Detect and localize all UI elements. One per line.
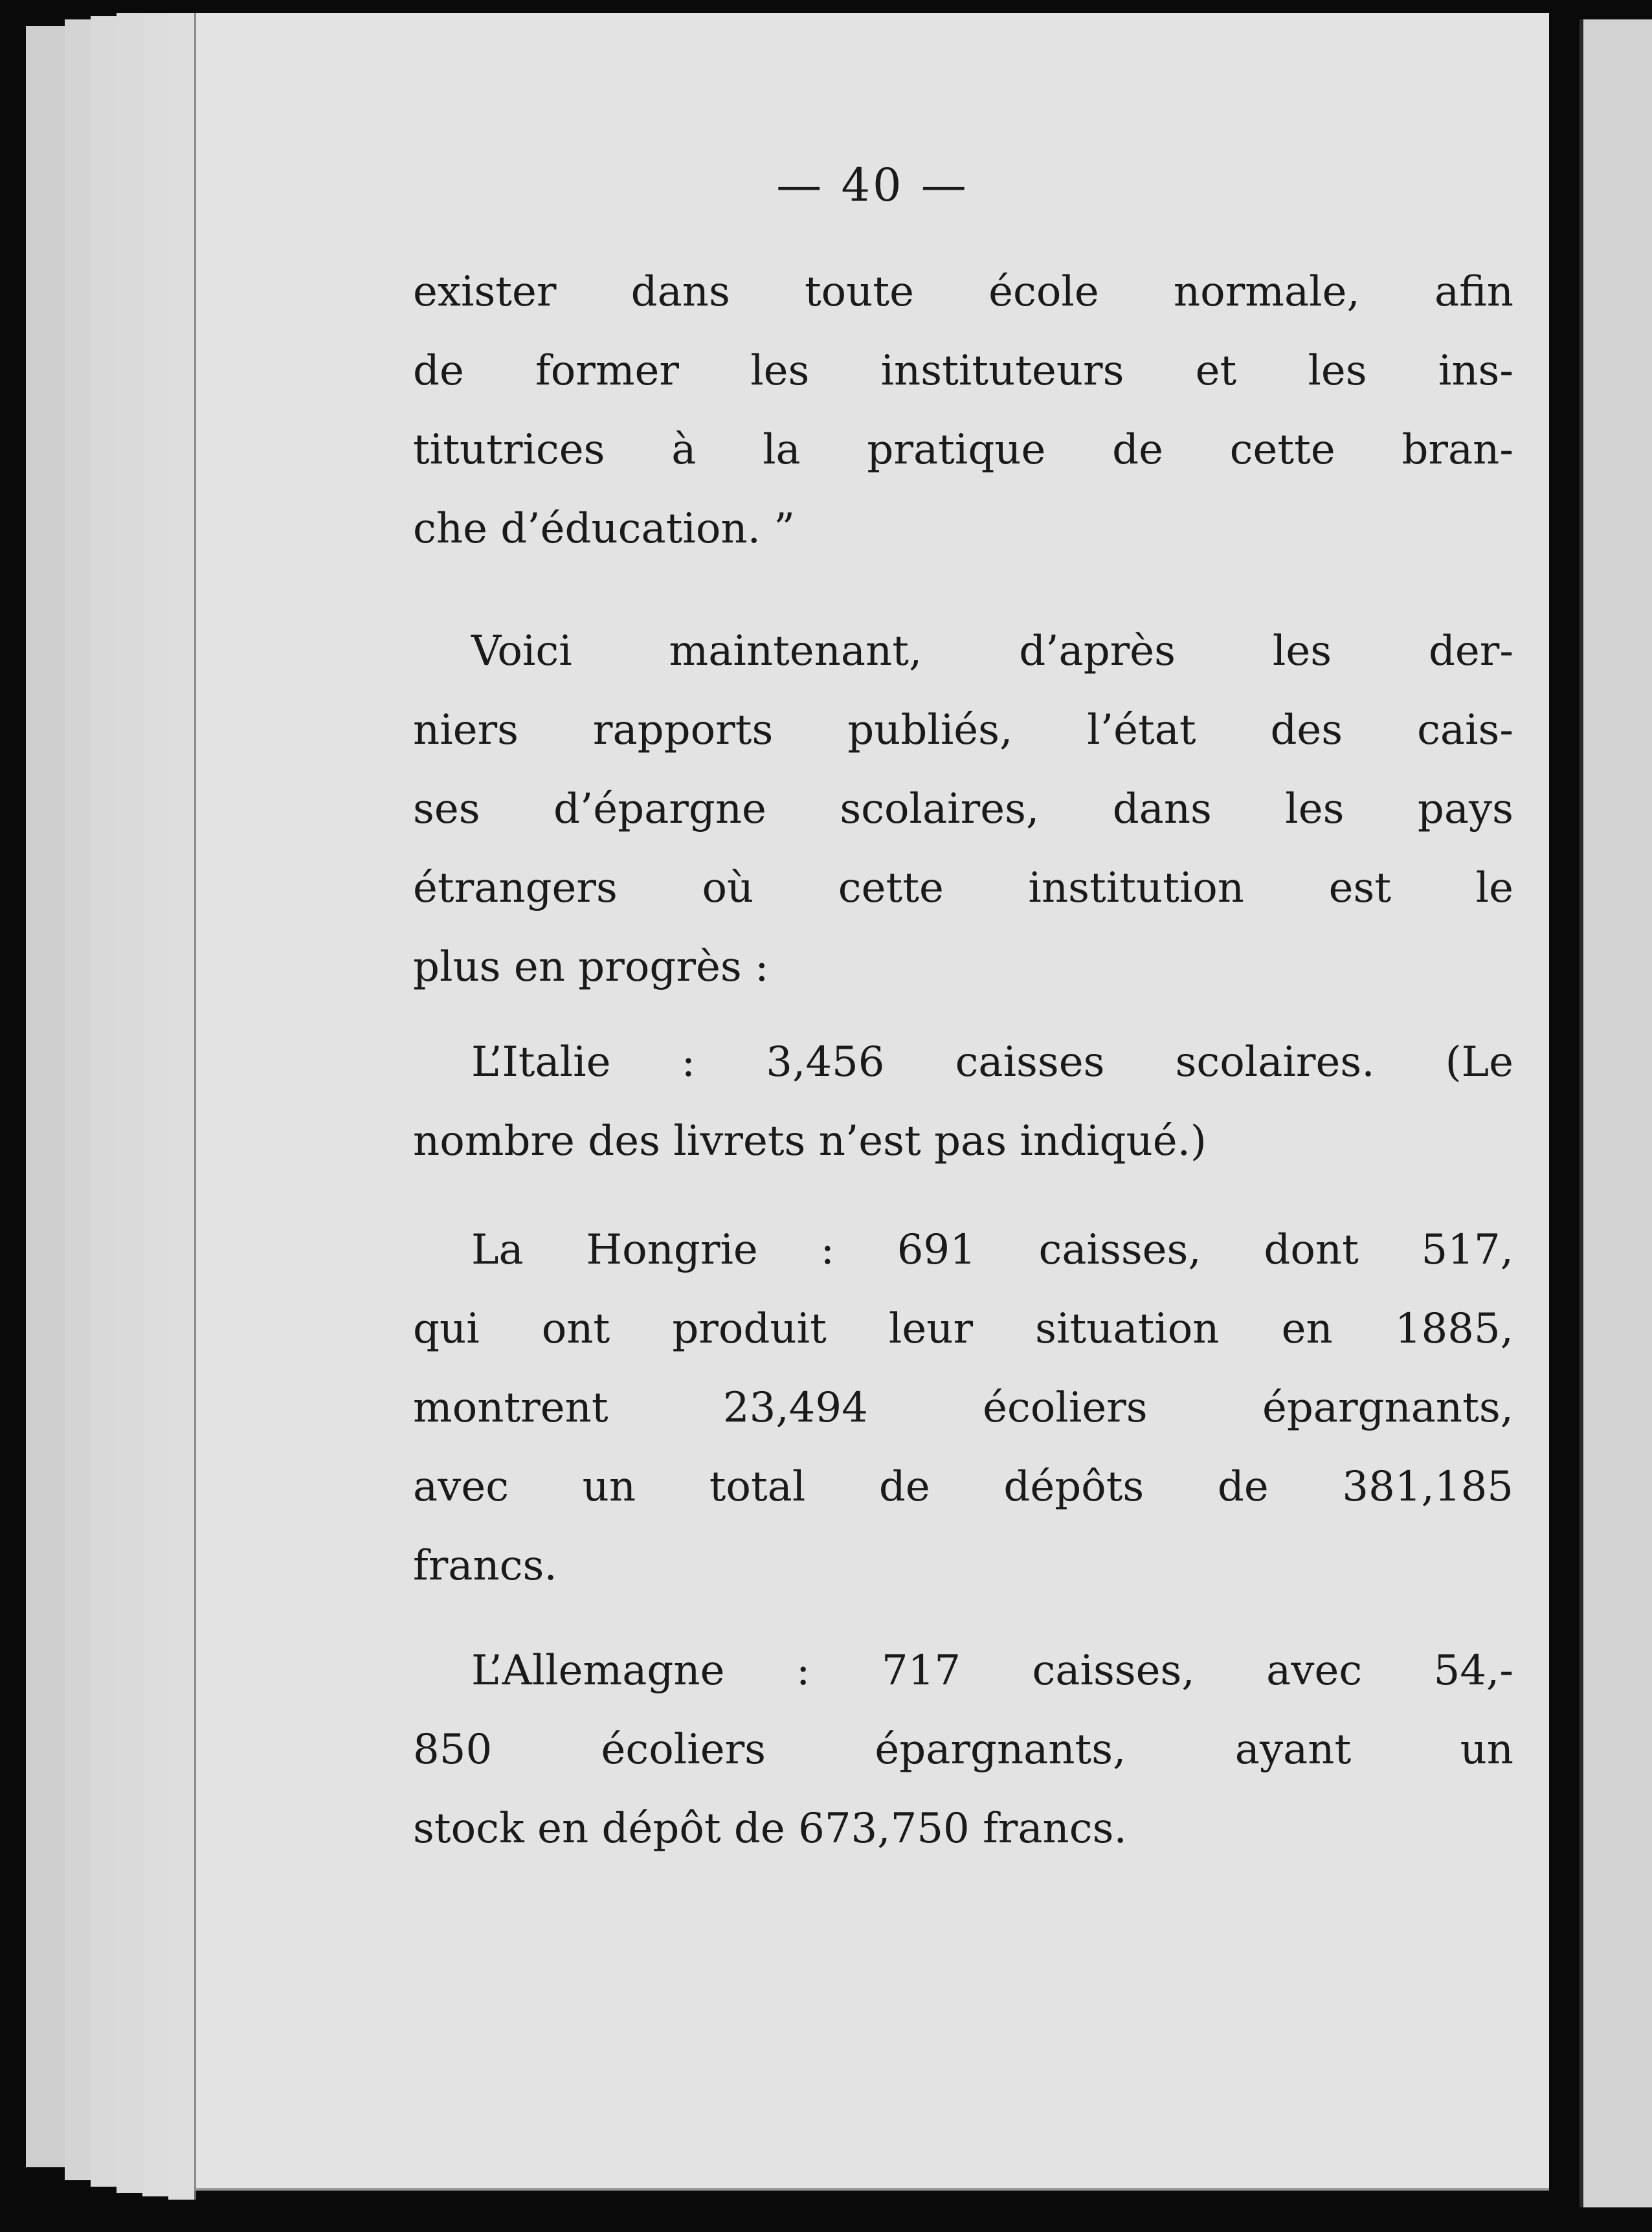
text-line: che d’éducation. ” [413, 505, 795, 553]
page-edge [142, 13, 170, 2196]
page-edge [117, 13, 144, 2193]
facing-page-edge [1579, 19, 1652, 2207]
text-line: de former les instituteurs et les ins- [413, 347, 1513, 395]
text-line: La Hongrie : 691 caisses, dont 517, [471, 1226, 1513, 1274]
text-line: montrent 23,494 écoliers épargnants, [413, 1384, 1513, 1432]
text-line: qui ont produit leur situation en 1885, [413, 1305, 1513, 1353]
paragraph [413, 252, 1513, 568]
text-line: plus en progrès : [413, 943, 769, 991]
page-edge [26, 26, 67, 2167]
text-line: avec un total de dépôts de 381,185 [413, 1463, 1513, 1511]
text-line: L’Allemagne : 717 caisses, avec 54,- [471, 1647, 1513, 1695]
text-line: étrangers où cette institution est le [413, 864, 1513, 912]
text-line: ses d’épargne scolaires, dans les pays [413, 785, 1513, 833]
text-line: nombre des livrets n’est pas indiqué.) [413, 1117, 1207, 1165]
page-edge [91, 16, 118, 2187]
paragraph [413, 1631, 1513, 1868]
page-edge [65, 19, 93, 2180]
book-page [194, 13, 1549, 2191]
text-line: stock en dépôt de 673,750 francs. [413, 1805, 1127, 1853]
text-line: titutrices à la pratique de cette bran- [413, 426, 1513, 474]
paragraph [413, 1211, 1513, 1605]
text-line: francs. [413, 1542, 557, 1590]
page-number: — 40 — [776, 159, 969, 212]
text-line: 850 écoliers épargnants, ayant un [413, 1726, 1513, 1774]
text-line: niers rapports publiés, l’état des cais- [413, 706, 1513, 754]
text-line: exister dans toute école normale, afin [413, 268, 1513, 316]
paragraph [413, 612, 1513, 1007]
paragraph [413, 1023, 1513, 1181]
text-line: L’Italie : 3,456 caisses scolaires. (Le [471, 1038, 1513, 1086]
page-edge [168, 13, 196, 2200]
text-line: Voici maintenant, d’après les der- [471, 627, 1513, 675]
